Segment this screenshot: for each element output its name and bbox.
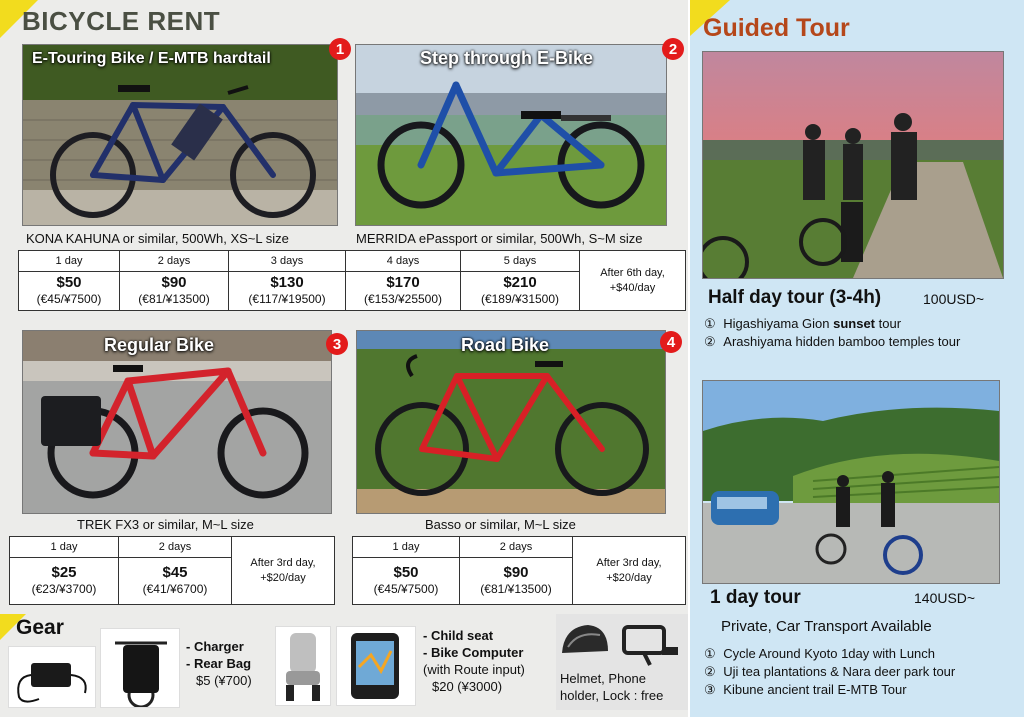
bike-photo-3 — [22, 330, 332, 514]
price-cell — [120, 272, 229, 311]
price-alt: (€45/¥7500) — [373, 582, 439, 596]
item-number: ③ — [704, 682, 716, 697]
rental-title: BICYCLE RENT — [22, 6, 221, 36]
bike-photo-4 — [356, 330, 666, 514]
price-usd: $25 — [51, 564, 77, 581]
bike-label-1: E-Touring Bike / E-MTB hardtail — [32, 50, 271, 67]
price-alt: (€81/¥13500) — [138, 292, 210, 306]
free-gear-text — [560, 670, 663, 704]
price-alt: (€41/¥6700) — [142, 582, 208, 596]
table-header: 1 day — [10, 537, 119, 558]
one-day-item-2 — [704, 664, 955, 680]
half-day-tour-title: Half day tour (3-4h) — [708, 287, 882, 308]
item-text: Kibune ancient trail E-MTB Tour — [723, 682, 907, 697]
price-cell — [461, 272, 580, 311]
one-day-tour-photo — [702, 380, 1000, 584]
extra-day-price — [573, 537, 686, 605]
half-day-tour-price: 100USD~ — [923, 291, 985, 307]
bike-caption-1: KONA KAHUNA or similar, 500Wh, XS~L size — [26, 231, 289, 246]
extra-day-line1: After 6th day, — [600, 266, 665, 279]
one-day-item-3 — [704, 682, 907, 698]
rear-bag-image — [100, 628, 180, 708]
gear-charger: - Charger — [186, 639, 244, 654]
price-cell — [229, 272, 346, 311]
regular-price-table — [9, 536, 335, 605]
item-text: Arashiyama hidden bamboo temples tour — [723, 334, 961, 349]
price-alt: (€81/¥13500) — [480, 582, 552, 596]
price-cell — [119, 558, 232, 605]
bike-photo-2 — [355, 44, 667, 226]
one-day-tour-title: 1 day tour — [710, 587, 801, 608]
bike-label-2: Step through E-Bike — [420, 48, 594, 68]
gear-group-2-price: $20 (¥3000) — [432, 679, 503, 694]
free-gear-line1: Helmet, Phone — [560, 671, 646, 686]
half-day-item-1 — [704, 316, 901, 332]
gear-group-1 — [186, 638, 252, 689]
price-usd: $90 — [503, 564, 529, 581]
helmet-image — [558, 617, 612, 667]
price-usd: $170 — [386, 274, 420, 291]
ebike-price-table — [18, 250, 686, 311]
bike-caption-4: Basso or similar, M~L size — [425, 517, 576, 532]
table-header: 1 day — [353, 537, 460, 558]
bike-computer-image — [336, 626, 416, 706]
gear-group-2 — [423, 627, 525, 695]
one-day-tour-price: 140USD~ — [914, 590, 976, 606]
gear-title: Gear — [16, 616, 64, 639]
bike-label-4: Road Bike — [461, 335, 550, 355]
child-seat-image — [275, 626, 331, 706]
price-usd: $50 — [56, 274, 82, 291]
half-day-item-2 — [704, 334, 960, 350]
item-text: Cycle Around Kyoto 1day with Lunch — [723, 646, 936, 661]
extra-day-price — [232, 537, 335, 605]
gear-rear-bag: - Rear Bag — [186, 656, 252, 671]
extra-day-line1: After 3rd day, — [250, 556, 316, 569]
extra-day-price — [580, 251, 686, 311]
price-cell — [10, 558, 119, 605]
road-price-table — [352, 536, 686, 605]
price-usd: $90 — [161, 274, 187, 291]
badge-2: 2 — [662, 38, 684, 60]
table-header: 2 days — [119, 537, 232, 558]
free-gear-line2: holder, Lock : free — [560, 688, 664, 703]
price-alt: (€45/¥7500) — [36, 292, 102, 306]
price-usd: $50 — [393, 564, 419, 581]
item-number: ① — [704, 646, 716, 661]
item-text: Uji tea plantations & Nara deer park tour — [723, 664, 956, 679]
extra-day-line2: +$40/day — [609, 281, 656, 294]
price-alt: (€153/¥25500) — [363, 292, 443, 306]
extra-day-line1: After 3rd day, — [596, 556, 662, 569]
table-header: 4 days — [346, 251, 461, 272]
item-number: ② — [704, 334, 716, 349]
one-day-tour-subtitle: Private, Car Transport Available — [721, 618, 932, 635]
table-header: 2 days — [120, 251, 229, 272]
one-day-item-1 — [704, 646, 935, 662]
bike-label-3: Regular Bike — [104, 335, 215, 355]
price-alt: (€117/¥19500) — [248, 292, 326, 306]
table-header: 1 day — [19, 251, 120, 272]
extra-day-line2: +$20/day — [606, 571, 652, 584]
tour-title: Guided Tour — [703, 14, 850, 42]
bike-caption-2: MERRIDA ePassport or similar, 500Wh, S~M size — [356, 231, 643, 246]
half-day-tour-photo — [702, 51, 1004, 279]
gear-group-1-price: $5 (¥700) — [196, 673, 252, 688]
price-alt: (€23/¥3700) — [31, 582, 97, 596]
bike-caption-3: TREK FX3 or similar, M~L size — [77, 517, 254, 532]
price-cell — [346, 272, 461, 311]
item-number: ② — [704, 664, 716, 679]
gear-bike-computer: - Bike Computer — [423, 645, 524, 660]
charger-image — [8, 646, 96, 708]
price-cell — [353, 558, 460, 605]
price-cell — [460, 558, 573, 605]
gear-child-seat: - Child seat — [423, 628, 494, 643]
price-alt: (€189/¥31500) — [480, 292, 560, 306]
table-header: 5 days — [461, 251, 580, 272]
bike-photo-1 — [22, 44, 338, 226]
item-number: ① — [704, 316, 716, 331]
extra-day-line2: +$20/day — [260, 571, 306, 584]
badge-4: 4 — [660, 331, 682, 353]
price-usd: $45 — [162, 564, 188, 581]
item-bold: sunset — [833, 316, 876, 331]
item-text-end: tour — [875, 316, 902, 331]
table-header: 3 days — [229, 251, 346, 272]
badge-3: 3 — [326, 333, 348, 355]
price-cell — [19, 272, 120, 311]
item-text: Higashiyama Gion — [723, 316, 834, 331]
price-usd: $130 — [270, 274, 304, 291]
table-header: 2 days — [460, 537, 573, 558]
gear-route-input: (with Route input) — [423, 662, 525, 677]
phone-holder-image — [616, 617, 682, 667]
price-usd: $210 — [503, 274, 537, 291]
badge-1: 1 — [329, 38, 351, 60]
